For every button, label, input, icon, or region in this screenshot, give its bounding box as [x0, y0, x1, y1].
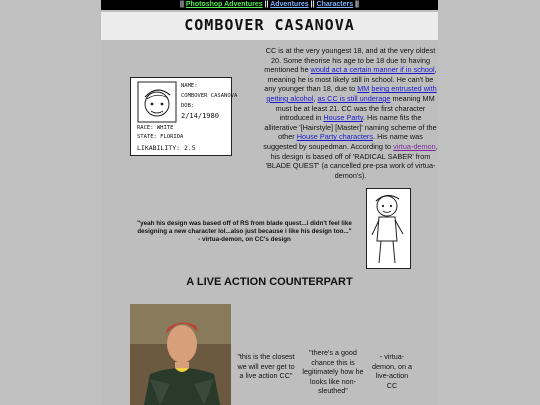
- profile-name: COMBOVER CASANOVA: [181, 93, 238, 99]
- profile-dob: 2/14/1980: [181, 112, 219, 120]
- bio-text: CC is at the very youngest 18, and at the very oldest 20. Some theorise his age to be 18 due to having mentioned he: [264, 46, 436, 75]
- caption-closest: "this is the closest we will ever get to a live action CC": [237, 352, 295, 380]
- link-house-party-characters[interactable]: House Party characters: [296, 132, 374, 142]
- link-mm[interactable]: MM: [357, 84, 370, 94]
- link-virtua-demon[interactable]: virtua-demon: [393, 141, 436, 151]
- link-house-party[interactable]: House Party: [323, 113, 363, 123]
- section-heading: A LIVE ACTION COUNTERPART: [186, 276, 353, 288]
- nav-link-photoshop-adventures[interactable]: Photoshop Adventures: [185, 1, 263, 8]
- nav-separator: ||: [264, 1, 269, 8]
- quote-text: "yeah his design was based off of RS from blade quest...i didn't feel like designing a new character lol...also just because i like his design too...": [137, 220, 352, 235]
- bio-text: , his design is based off of 'RADICAL SABER' from 'BLADE QUEST' (a cancelled pre-psa work of virtua-demon's).: [265, 141, 438, 180]
- quote-attribution: - virtua-demon, on CC's design: [198, 236, 291, 243]
- live-action-photo: [130, 304, 231, 405]
- top-nav-bar: [101, 0, 438, 10]
- profile-race: RACE: WHITE: [137, 125, 174, 131]
- link-entrusted-with-alcohol[interactable]: being entrusted with getting alcohol: [266, 84, 437, 103]
- page-title: COMBOVER CASANOVA: [184, 16, 355, 34]
- photo-illustration: [130, 304, 231, 405]
- nav-separator: ||: [355, 1, 359, 8]
- caption-legitimately: "there's a good chance this is legitimately how he looks like non-sleuthed": [302, 348, 364, 395]
- title-bar: [101, 12, 438, 40]
- profile-name-label: NAME:: [181, 83, 198, 89]
- nav-separator: ||: [310, 1, 315, 8]
- bio-text: , meaning he is most likely still in school. He can't be any younger than 18, due to: [264, 65, 437, 94]
- nav-separator: ||: [180, 1, 184, 8]
- character-body-sketch: [367, 189, 410, 268]
- bio-text: ,: [313, 93, 318, 103]
- character-sketch-image: [366, 188, 411, 269]
- link-cc-underage[interactable]: as CC is still underage: [317, 93, 391, 103]
- profile-likability: LIKABILITY: 2.5: [137, 144, 196, 152]
- bio-text: . His name was suggested by soupedman. According to: [263, 132, 423, 151]
- caption-attribution: - virtua-demon, on a live-action CC: [372, 352, 412, 390]
- link-would-act-in-school[interactable]: would act a certain manner if in school: [310, 65, 435, 75]
- profile-state: STATE: FLORIDA: [137, 134, 184, 140]
- bio-paragraph: [263, 46, 438, 180]
- bio-text: meaning MM must be at least 21. CC was the first character introduced in: [275, 93, 435, 123]
- bio-text: . His name fits the alliterative '[Hairstyle] [Master]' naming scheme of the other: [264, 113, 437, 142]
- character-face-sketch: [136, 80, 178, 124]
- profile-card: [130, 77, 238, 156]
- nav-link-adventures[interactable]: Adventures: [270, 1, 309, 8]
- profile-dob-label: DOB:: [181, 103, 195, 109]
- designer-quote: [127, 220, 362, 244]
- nav-link-characters[interactable]: Characters: [316, 1, 354, 8]
